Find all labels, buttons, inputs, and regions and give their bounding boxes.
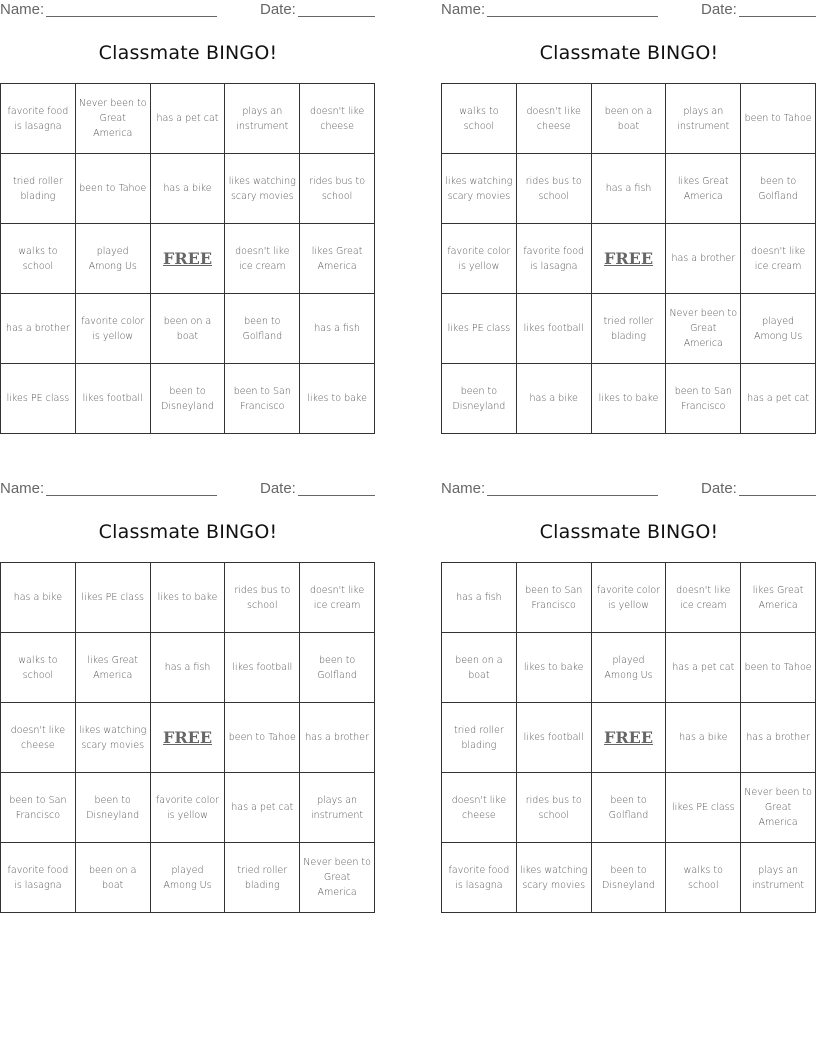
bingo-cell: been to Golfland xyxy=(300,633,375,703)
bingo-cell: walks to school xyxy=(1,633,76,703)
free-space: FREE xyxy=(151,224,226,294)
bingo-cell: doesn't like ice cream xyxy=(225,224,300,294)
bingo-cell: been on a boat xyxy=(151,294,226,364)
bingo-cell: rides bus to school xyxy=(225,563,300,633)
bingo-grid xyxy=(441,562,816,913)
bingo-cell: likes to bake xyxy=(517,633,592,703)
bingo-cell: been to San Francisco xyxy=(666,364,741,434)
bingo-cell: doesn't like cheese xyxy=(1,703,76,773)
bingo-cell: has a fish xyxy=(442,563,517,633)
name-label: Name: xyxy=(0,480,45,497)
name-field-line xyxy=(46,495,217,496)
bingo-cell: has a fish xyxy=(300,294,375,364)
bingo-cell: rides bus to school xyxy=(517,154,592,224)
bingo-cell: likes football xyxy=(225,633,300,703)
bingo-cell: plays an instrument xyxy=(666,84,741,154)
free-space: FREE xyxy=(151,703,226,773)
bingo-cell: favorite food is lasagna xyxy=(517,224,592,294)
bingo-cell: likes to bake xyxy=(300,364,375,434)
bingo-cell: doesn't like cheese xyxy=(442,773,517,843)
bingo-grid xyxy=(0,83,375,434)
bingo-cell: likes football xyxy=(517,703,592,773)
bingo-cell: favorite food is lasagna xyxy=(1,843,76,913)
date-label: Date: xyxy=(260,1,296,18)
bingo-cell: has a brother xyxy=(300,703,375,773)
bingo-cell: favorite color is yellow xyxy=(76,294,151,364)
bingo-grid xyxy=(441,83,816,434)
bingo-cell: favorite food is lasagna xyxy=(1,84,76,154)
bingo-cell: favorite color is yellow xyxy=(442,224,517,294)
bingo-cell: tried roller blading xyxy=(592,294,667,364)
bingo-cell: been to San Francisco xyxy=(225,364,300,434)
bingo-cell: has a brother xyxy=(1,294,76,364)
bingo-cell: has a bike xyxy=(517,364,592,434)
bingo-cell: been on a boat xyxy=(592,84,667,154)
bingo-cell: Never been to Great America xyxy=(741,773,816,843)
bingo-cell: has a pet cat xyxy=(151,84,226,154)
bingo-cell: likes football xyxy=(517,294,592,364)
bingo-cell: played Among Us xyxy=(741,294,816,364)
bingo-cell: likes to bake xyxy=(592,364,667,434)
bingo-cell: doesn't like ice cream xyxy=(300,563,375,633)
name-field-line xyxy=(487,16,658,17)
date-label: Date: xyxy=(701,1,737,18)
bingo-cell: doesn't like cheese xyxy=(517,84,592,154)
bingo-cell: been to Disneyland xyxy=(592,843,667,913)
bingo-cell: walks to school xyxy=(666,843,741,913)
card-title: Classmate BINGO! xyxy=(98,521,278,543)
bingo-cell: likes watching scary movies xyxy=(76,703,151,773)
bingo-cell: favorite color is yellow xyxy=(592,563,667,633)
name-field-line xyxy=(46,16,217,17)
bingo-cell: favorite food is lasagna xyxy=(442,843,517,913)
bingo-cell: likes PE class xyxy=(442,294,517,364)
bingo-cell: doesn't like ice cream xyxy=(666,563,741,633)
bingo-grid xyxy=(0,562,375,913)
bingo-cell: has a bike xyxy=(666,703,741,773)
free-space: FREE xyxy=(592,224,667,294)
bingo-cell: been to Disneyland xyxy=(76,773,151,843)
date-field-line xyxy=(739,495,816,496)
bingo-cell: likes watching scary movies xyxy=(225,154,300,224)
bingo-cell: likes PE class xyxy=(666,773,741,843)
bingo-cell: played Among Us xyxy=(592,633,667,703)
bingo-cell: been on a boat xyxy=(76,843,151,913)
name-label: Name: xyxy=(441,480,486,497)
bingo-cell: been to San Francisco xyxy=(517,563,592,633)
free-space: FREE xyxy=(592,703,667,773)
bingo-cell: been to San Francisco xyxy=(1,773,76,843)
bingo-cell: been on a boat xyxy=(442,633,517,703)
name-date-row xyxy=(0,479,376,499)
bingo-cell: has a bike xyxy=(1,563,76,633)
bingo-cell: has a pet cat xyxy=(741,364,816,434)
bingo-cell: rides bus to school xyxy=(517,773,592,843)
card-title: Classmate BINGO! xyxy=(98,42,278,64)
bingo-cell: Never been to Great America xyxy=(666,294,741,364)
bingo-cell: likes Great America xyxy=(300,224,375,294)
bingo-cell: tried roller blading xyxy=(1,154,76,224)
bingo-cell: likes football xyxy=(76,364,151,434)
bingo-cell: been to Disneyland xyxy=(442,364,517,434)
bingo-cell: favorite color is yellow xyxy=(151,773,226,843)
bingo-cell: has a brother xyxy=(666,224,741,294)
date-field-line xyxy=(298,495,375,496)
bingo-cell: tried roller blading xyxy=(225,843,300,913)
bingo-cell: been to Golfland xyxy=(741,154,816,224)
bingo-cell: played Among Us xyxy=(76,224,151,294)
bingo-cell: likes Great America xyxy=(741,563,816,633)
bingo-cell: plays an instrument xyxy=(225,84,300,154)
bingo-cell: tried roller blading xyxy=(442,703,517,773)
date-field-line xyxy=(298,16,375,17)
bingo-cell: has a pet cat xyxy=(666,633,741,703)
bingo-cell: been to Tahoe xyxy=(76,154,151,224)
bingo-cell: has a fish xyxy=(151,633,226,703)
bingo-cell: been to Golfland xyxy=(225,294,300,364)
date-field-line xyxy=(739,16,816,17)
name-date-row xyxy=(441,0,816,20)
bingo-cell: likes watching scary movies xyxy=(517,843,592,913)
bingo-cell: been to Golfland xyxy=(592,773,667,843)
bingo-cell: likes PE class xyxy=(1,364,76,434)
bingo-cell: plays an instrument xyxy=(300,773,375,843)
card-title: Classmate BINGO! xyxy=(539,521,719,543)
bingo-cell: walks to school xyxy=(442,84,517,154)
bingo-cell: been to Tahoe xyxy=(741,84,816,154)
bingo-cell: likes to bake xyxy=(151,563,226,633)
bingo-cell: likes watching scary movies xyxy=(442,154,517,224)
bingo-cell: doesn't like ice cream xyxy=(741,224,816,294)
bingo-cell: likes Great America xyxy=(76,633,151,703)
bingo-cell: played Among Us xyxy=(151,843,226,913)
card-title: Classmate BINGO! xyxy=(539,42,719,64)
bingo-cell: has a pet cat xyxy=(225,773,300,843)
date-label: Date: xyxy=(701,480,737,497)
bingo-cell: has a bike xyxy=(151,154,226,224)
bingo-cell: been to Tahoe xyxy=(741,633,816,703)
date-label: Date: xyxy=(260,480,296,497)
name-date-row xyxy=(441,479,816,499)
bingo-cell: been to Disneyland xyxy=(151,364,226,434)
bingo-cell: walks to school xyxy=(1,224,76,294)
bingo-cell: plays an instrument xyxy=(741,843,816,913)
bingo-cell: doesn't like cheese xyxy=(300,84,375,154)
bingo-cell: Never been to Great America xyxy=(300,843,375,913)
bingo-cell: been to Tahoe xyxy=(225,703,300,773)
bingo-cell: has a brother xyxy=(741,703,816,773)
bingo-cell: likes Great America xyxy=(666,154,741,224)
name-label: Name: xyxy=(441,1,486,18)
bingo-cell: likes PE class xyxy=(76,563,151,633)
name-field-line xyxy=(487,495,658,496)
name-label: Name: xyxy=(0,1,45,18)
bingo-cell: rides bus to school xyxy=(300,154,375,224)
name-date-row xyxy=(0,0,376,20)
bingo-cell: Never been to Great America xyxy=(76,84,151,154)
bingo-cell: has a fish xyxy=(592,154,667,224)
